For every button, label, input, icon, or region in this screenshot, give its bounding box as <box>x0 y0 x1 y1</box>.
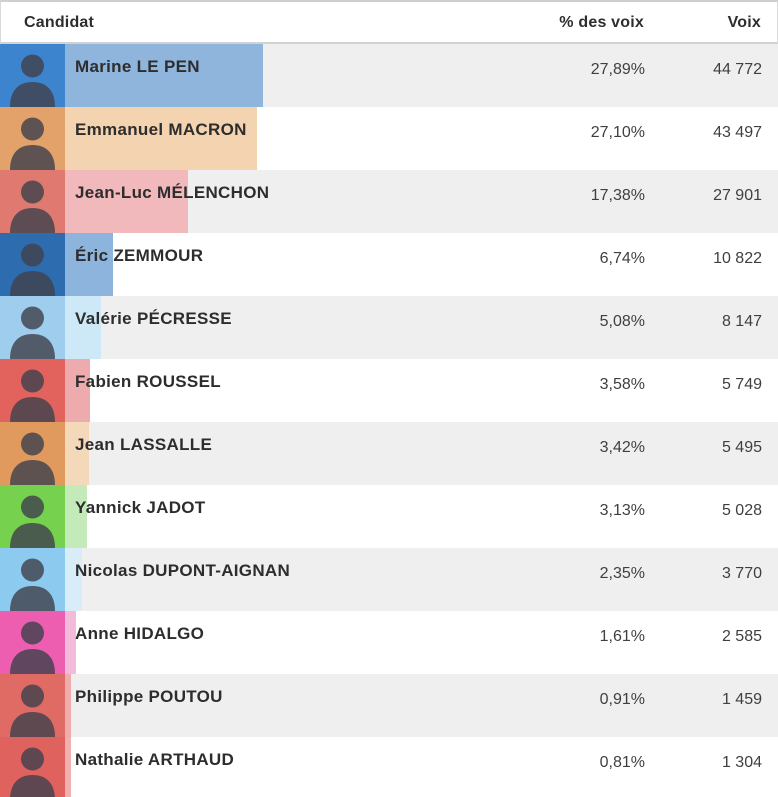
candidate-votes: 5 028 <box>721 502 762 519</box>
candidate-name: Yannick JADOT <box>75 498 206 517</box>
candidate-photo <box>0 548 65 611</box>
candidate-photo <box>0 422 65 485</box>
candidate-row <box>0 548 778 611</box>
person-silhouette-icon <box>0 611 65 674</box>
candidate-votes: 10 822 <box>713 250 762 267</box>
candidate-percent: 0,91% <box>599 691 645 708</box>
candidate-votes: 43 497 <box>713 124 762 141</box>
candidate-name: Jean-Luc MÉLENCHON <box>75 183 270 202</box>
column-header-candidate: Candidat <box>24 14 95 31</box>
candidate-name: Emmanuel MACRON <box>75 120 247 139</box>
candidate-row <box>0 233 778 296</box>
candidate-photo <box>0 485 65 548</box>
candidate-percent: 3,13% <box>599 502 645 519</box>
candidate-percent: 2,35% <box>599 565 645 582</box>
column-header-votes: Voix <box>727 14 761 31</box>
candidate-photo <box>0 296 65 359</box>
candidate-votes: 27 901 <box>713 187 762 204</box>
candidate-name: Nicolas DUPONT-AIGNAN <box>75 561 291 580</box>
candidate-percent: 0,81% <box>599 754 645 771</box>
candidate-row <box>0 359 778 422</box>
candidate-percent: 6,74% <box>599 250 645 267</box>
candidate-row <box>0 44 778 107</box>
candidate-photo <box>0 170 65 233</box>
candidate-photo <box>0 359 65 422</box>
table-body <box>0 44 778 797</box>
person-silhouette-icon <box>0 674 65 737</box>
candidate-name: Jean LASSALLE <box>75 435 213 454</box>
candidate-percent: 1,61% <box>599 628 645 645</box>
candidate-votes: 3 770 <box>721 565 762 582</box>
candidate-row <box>0 107 778 170</box>
candidate-name: Philippe POUTOU <box>75 687 223 706</box>
person-silhouette-icon <box>0 548 65 611</box>
candidate-percent: 3,58% <box>599 376 645 393</box>
candidate-percent: 3,42% <box>599 439 645 456</box>
candidate-votes: 5 749 <box>721 376 762 393</box>
person-silhouette-icon <box>0 737 65 797</box>
person-silhouette-icon <box>0 44 65 107</box>
candidate-percent: 5,08% <box>599 313 645 330</box>
candidate-votes: 1 304 <box>721 754 762 771</box>
candidate-photo <box>0 107 65 170</box>
candidate-percent: 17,38% <box>590 187 645 204</box>
candidate-votes: 2 585 <box>721 628 762 645</box>
candidate-name: Fabien ROUSSEL <box>75 372 221 391</box>
candidate-name: Marine LE PEN <box>75 57 200 76</box>
candidate-photo <box>0 737 65 797</box>
candidate-row <box>0 485 778 548</box>
person-silhouette-icon <box>0 485 65 548</box>
candidate-row <box>0 737 778 797</box>
candidate-row <box>0 611 778 674</box>
person-silhouette-icon <box>0 107 65 170</box>
candidate-row <box>0 674 778 737</box>
candidate-percent: 27,89% <box>590 61 645 78</box>
candidate-name: Valérie PÉCRESSE <box>75 309 232 328</box>
person-silhouette-icon <box>0 170 65 233</box>
candidate-votes: 5 495 <box>721 439 762 456</box>
candidate-photo <box>0 44 65 107</box>
candidate-photo <box>0 674 65 737</box>
candidate-photo <box>0 611 65 674</box>
candidate-name: Éric ZEMMOUR <box>75 246 204 265</box>
candidate-votes: 1 459 <box>721 691 762 708</box>
candidate-name: Anne HIDALGO <box>75 624 205 643</box>
candidate-row <box>0 170 778 233</box>
candidate-name: Nathalie ARTHAUD <box>75 750 235 769</box>
candidate-row <box>0 296 778 359</box>
column-header-percent: % des voix <box>559 14 644 31</box>
candidate-votes: 44 772 <box>713 61 762 78</box>
candidate-percent: 27,10% <box>590 124 645 141</box>
person-silhouette-icon <box>0 359 65 422</box>
candidate-row <box>0 422 778 485</box>
person-silhouette-icon <box>0 422 65 485</box>
table-header-row <box>0 0 778 44</box>
person-silhouette-icon <box>0 233 65 296</box>
candidate-votes: 8 147 <box>721 313 762 330</box>
person-silhouette-icon <box>0 296 65 359</box>
candidate-photo <box>0 233 65 296</box>
